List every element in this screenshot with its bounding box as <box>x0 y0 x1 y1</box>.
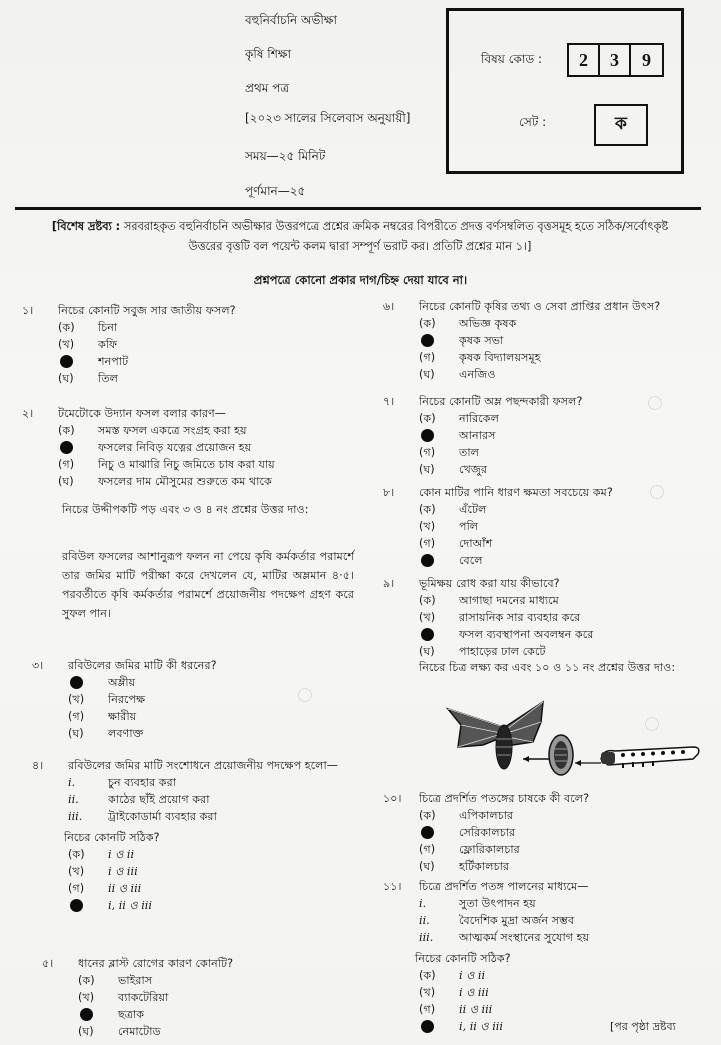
special-note <box>40 217 680 257</box>
question-text: টমেটোকে উদ্যান ফসল বলার কারণ— <box>58 407 226 420</box>
option-ka[interactable]: (ক) i ও ii <box>68 848 135 861</box>
statement-ii: ii. বৈদেশিক মুদ্রা অর্জন সম্ভব <box>419 914 575 927</box>
option-gha[interactable]: (ঘ) তিল <box>58 372 118 385</box>
note-label: [বিশেষ দ্রষ্টব্য : <box>51 220 121 233</box>
option-ga[interactable]: (গ) ii ও iii <box>68 882 142 895</box>
option-ga-marked[interactable]: ফসল ব্যবস্থাপনা অবলম্বন করে <box>419 626 713 643</box>
question-number: ৯। <box>383 577 395 590</box>
code-digit: 9 <box>642 49 651 70</box>
question-3 <box>32 657 362 742</box>
question-number: ৪। <box>32 759 44 772</box>
question-text: চিত্রে প্রদর্শিত পতঙ্গের চাষকে কী বলে? <box>419 792 590 805</box>
option-gha[interactable]: (ঘ) ফসলের দাম মৌসুমের শুরুতে কম থাকে <box>58 475 272 488</box>
option-ka[interactable]: (ক) i ও ii <box>419 969 486 982</box>
option-gha[interactable]: (ঘ) এনজিও <box>419 368 496 381</box>
question-text: নিচের কোনটি সবুজ সার জাতীয় ফসল? <box>58 304 236 317</box>
option-gha[interactable]: (ঘ) খেজুর <box>419 463 488 476</box>
option-kha-marked[interactable]: আনারস <box>419 427 713 444</box>
code-digit: 3 <box>600 45 631 75</box>
option-ga[interactable]: (গ) তাল <box>419 446 479 459</box>
option-gha-marked[interactable]: বেলে <box>419 552 713 569</box>
question-number: ২। <box>22 407 34 420</box>
question-6 <box>383 298 713 383</box>
option-kha-marked[interactable]: সেরিকালচার <box>419 824 713 841</box>
filled-bubble-icon <box>80 1008 93 1021</box>
question-number: ১১। <box>383 880 402 893</box>
option-ga-marked[interactable]: শনপাট <box>58 353 362 370</box>
question-text: রবিউলের জমির মাটি সংশোধনে প্রয়োজনীয় পদক্ষেপ হলো— <box>68 759 338 772</box>
option-ka[interactable]: (ক) নারিকেল <box>419 412 499 425</box>
question-text: ভূমিক্ষয় রোধ করা যায় কীভাবে? <box>419 577 560 590</box>
option-ka[interactable]: (ক) অভিজ্ঞ কৃষক <box>419 317 517 330</box>
question-2 <box>22 405 362 490</box>
option-kha[interactable]: (খ) i ও iii <box>419 986 489 999</box>
question-1 <box>22 302 362 387</box>
option-ga[interactable]: (গ) ii ও iii <box>419 1003 493 1016</box>
option-gha-marked[interactable]: i, ii ও iii <box>68 897 362 914</box>
option-kha[interactable]: (খ) রাসায়নিক সার ব্যবহার করে <box>419 611 581 624</box>
smudge-mark <box>650 485 664 499</box>
option-kha[interactable]: (খ) কফি <box>58 338 118 351</box>
question-text: রবিউলের জমির মাটি কী ধরনের? <box>68 659 217 672</box>
time-limit: সময়—২৫ মিনিট <box>245 149 326 163</box>
no-marks-warning: প্রশ্নপত্রে কোনো প্রকার দাগ/চিহ্ন দেয়া যাবে না। <box>253 273 468 287</box>
question-text: চিত্রে প্রদর্শিত পতঙ্গ পালনের মাধ্যমে— <box>419 880 589 893</box>
option-kha[interactable]: (খ) পলি <box>419 520 479 533</box>
next-page-note: [পর পৃষ্ঠা দ্রষ্টব্য <box>610 1020 676 1033</box>
question-7 <box>383 393 713 478</box>
exam-type: বহুনির্বাচনি অভীক্ষা <box>245 13 337 27</box>
option-ga[interactable]: (গ) ক্ষারীয় <box>68 710 137 723</box>
option-ka[interactable]: (ক) এপিকালচার <box>419 809 514 822</box>
question-text: ধানের ব্লাস্ট রোগের কারণ কোনটি? <box>78 957 234 970</box>
question-text: কোন মাটির পানি ধারণ ক্ষমতা সবচেয়ে কম? <box>419 486 613 499</box>
option-ka-marked[interactable]: অম্লীয় <box>68 674 362 691</box>
option-kha-marked[interactable]: ফসলের নিবিড় যত্নের প্রয়োজন হয় <box>58 439 362 456</box>
statement-iii: iii. ট্রাইকোডার্মা ব্যবহার করা <box>68 810 217 823</box>
question-number: ১০। <box>383 792 402 805</box>
stimulus-intro-10-11: নিচের চিত্র লক্ষ্য কর এবং ১০ ও ১১ নং প্রশ্নের উত্তর দাও: <box>419 661 676 674</box>
option-kha[interactable]: (খ) ব্যাকটেরিয়া <box>78 991 169 1004</box>
question-prompt: নিচের কোনটি সঠিক? <box>64 831 160 844</box>
question-prompt: নিচের কোনটি সঠিক? <box>415 952 511 965</box>
option-ga[interactable]: (গ) নিচু ও মাঝারি নিচু জমিতে চাষ করা যায় <box>58 458 275 471</box>
question-number: ৩। <box>32 659 44 672</box>
silkworm-life-cycle-figure <box>443 697 705 779</box>
statement-iii: iii. আত্মকর্ম সংস্থানের সুযোগ হয় <box>419 931 590 944</box>
option-ka[interactable]: (ক) এঁটেল <box>419 503 487 516</box>
statement-ii: ii. কাঠের ছাঁই প্রয়োগ করা <box>68 793 210 806</box>
subject-code-digits <box>567 43 664 77</box>
question-text: নিচের কোনটি কৃষির তথ্য ও সেবা প্রাপ্তির প্রধান উৎস? <box>419 300 661 313</box>
question-5 <box>42 955 362 1040</box>
code-digit: 2 <box>569 45 600 75</box>
syllabus-note: [২০২৩ সালের সিলেবাস অনুযায়ী] <box>245 111 411 125</box>
option-gha[interactable]: (ঘ) নেমাটোড <box>78 1025 161 1038</box>
full-marks: পূর্ণমান—২৫ <box>245 184 306 198</box>
option-kha[interactable]: (খ) i ও iii <box>68 865 138 878</box>
set-label: সেট : <box>519 115 547 129</box>
question-4 <box>32 757 362 914</box>
filled-bubble-icon <box>421 826 434 839</box>
option-ka[interactable]: (ক) চিনা <box>58 321 118 334</box>
stimulus-intro-3-4: নিচের উদ্দীপকটি পড় এবং ৩ ও ৪ নং প্রশ্নের উত্তর দাও: <box>62 503 309 516</box>
caterpillar-icon <box>601 747 699 768</box>
question-number: ৬। <box>383 300 395 313</box>
option-gha[interactable]: (ঘ) হর্টিকালচার <box>419 860 510 873</box>
paper-name: প্রথম পত্র <box>245 81 290 95</box>
filled-bubble-icon <box>421 628 434 641</box>
subject-name: কৃষি শিক্ষা <box>245 47 291 61</box>
smudge-mark <box>645 717 659 731</box>
option-ka[interactable]: (ক) সমস্ত ফসল একত্রে সংগ্রহ করা হয় <box>58 424 247 437</box>
set-value: ক <box>594 104 648 146</box>
question-10 <box>383 790 713 875</box>
option-ga-marked[interactable]: ছত্রাক <box>78 1006 362 1023</box>
statement-i: i. চুন ব্যবহার করা <box>68 776 177 789</box>
question-8 <box>383 484 713 569</box>
option-gha-marked[interactable]: i, ii ও iii <box>419 1018 713 1035</box>
filled-bubble-icon <box>421 1020 434 1033</box>
question-11 <box>383 878 713 1035</box>
smudge-mark <box>298 688 312 702</box>
filled-bubble-icon <box>421 429 434 442</box>
subject-code-label: বিষয় কোড : <box>481 52 543 66</box>
header-divider <box>15 207 701 210</box>
option-ga[interactable]: (গ) দোআঁশ <box>419 537 493 550</box>
option-gha[interactable]: (ঘ) লবণাক্ত <box>68 727 144 740</box>
smudge-mark <box>648 396 662 410</box>
subject-code-box <box>446 8 684 174</box>
note-text: সরবরাহকৃত বহুনির্বাচনি অভীক্ষার উত্তরপত্রে প্রশ্নের ক্রমিক নম্বরের বিপরীতে প্রদত্ত বর্ণসম্বলিত বৃত্তসমূহ হতে সঠিক/সর্বোৎকৃষ্ট উত্তরের বৃত্তটি বল পয়েন্ট কলম দ্বারা সম্পূর্ণ ভরাট কর। প্রতিটি প্রশ্নের মান ১।] <box>123 220 669 253</box>
question-number: ৮। <box>383 486 395 499</box>
option-kha-marked[interactable]: কৃষক সভা <box>419 332 713 349</box>
stimulus-text-3-4: রবিউল ফসলের আশানুরূপ ফলন না পেয়ে কৃষি কর্মকর্তার পরামর্শে তার জমির মাটি পরীক্ষা করে দেখলেন যে, মাটির অম্লমান ৪·৫। পরবর্তীতে কৃষি কর্মকর্তার পরামর্শে প্রয়োজনীয় পদক্ষেপ গ্রহণ করে সুফল পান। <box>62 550 354 620</box>
option-ga[interactable]: (গ) কৃষক বিদ্যালয়সমূহ <box>419 351 541 364</box>
filled-bubble-icon <box>70 899 83 912</box>
option-kha[interactable]: (খ) নিরপেক্ষ <box>68 693 146 706</box>
cocoon-icon <box>549 735 573 775</box>
question-9 <box>383 575 713 660</box>
filled-bubble-icon <box>60 355 73 368</box>
question-text: নিচের কোনটি অম্ল পছন্দকারী ফসল? <box>419 395 583 408</box>
option-ka[interactable]: (ক) ভাইরাস <box>78 974 153 987</box>
question-number: ৫। <box>42 957 54 970</box>
filled-bubble-icon <box>70 676 83 689</box>
filled-bubble-icon <box>60 441 73 454</box>
option-ka[interactable]: (ক) আগাছা দমনের মাধ্যমে <box>419 594 559 607</box>
question-number: ৭। <box>383 395 395 408</box>
filled-bubble-icon <box>421 554 434 567</box>
filled-bubble-icon <box>421 334 434 347</box>
question-number: ১। <box>22 304 34 317</box>
option-gha[interactable]: (ঘ) পাহাড়ের ঢাল কেটে <box>419 645 546 658</box>
option-ga[interactable]: (গ) ফ্লোরিকালচার <box>419 843 520 856</box>
statement-i: i. সুতা উৎপাদন হয় <box>419 897 536 910</box>
